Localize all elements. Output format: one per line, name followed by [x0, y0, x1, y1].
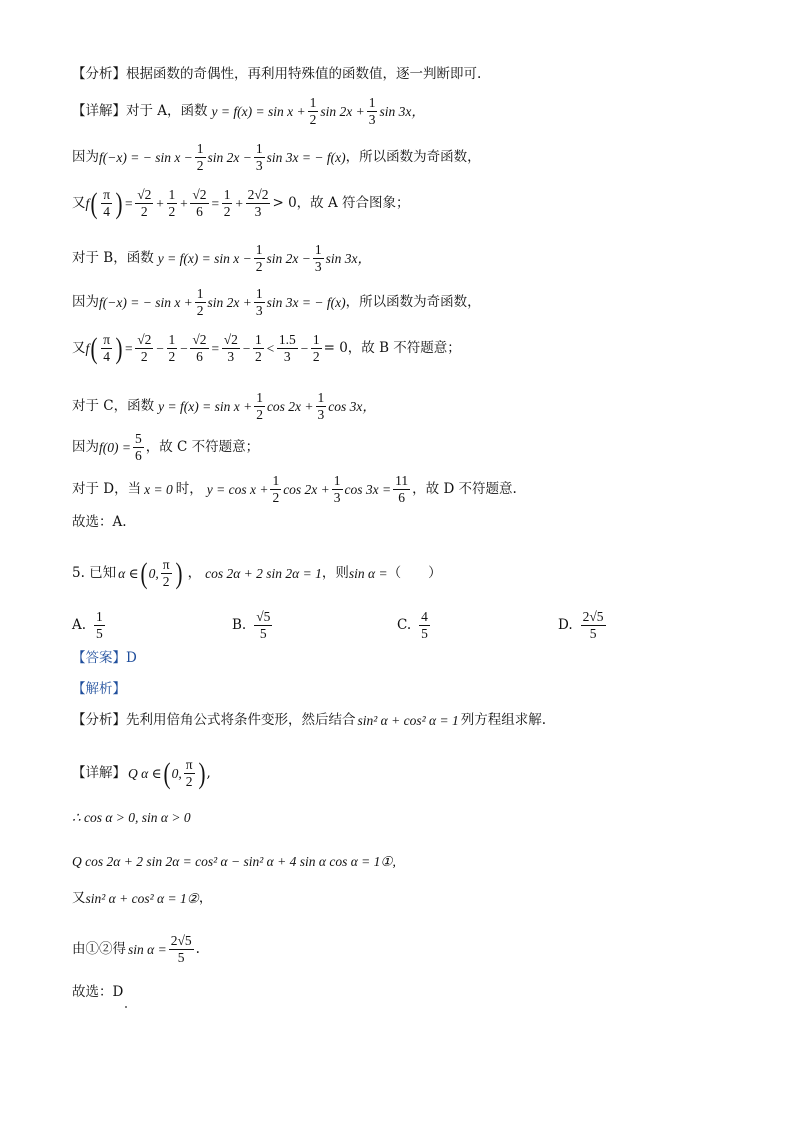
math-expr: 0, — [171, 765, 182, 781]
fraction: $\frac{1}{2}$ — [196, 141, 204, 174]
fraction: $\frac{1}{2}$ — [254, 332, 262, 365]
math-expr: sin 3x， — [379, 103, 425, 119]
label-text: 对于 B，函数 — [72, 249, 154, 266]
fraction: $\frac{2√2}{3}$ — [247, 187, 269, 220]
fraction: $\frac{1.5}{3}$ — [278, 332, 296, 365]
label-text: > 0，故 A 符合图象； — [272, 194, 410, 211]
detail-line-d — [72, 474, 517, 505]
fraction: $\frac{1}{2}$ — [255, 242, 263, 275]
fraction: $\frac{√2}{6}$ — [192, 332, 207, 365]
math-expr: y = f(x) = sin x − — [157, 250, 252, 266]
analysis-head-line — [72, 683, 126, 697]
option-d[interactable] — [558, 610, 608, 641]
analysis-line-1 — [72, 68, 481, 82]
fraction: $\frac{1}{2}$ — [223, 187, 231, 220]
math-expr: sin α = — [348, 565, 388, 581]
math-expr: sin 3x， — [325, 250, 372, 266]
math-expr: Q cos 2α + 2 sin 2α = cos² α − sin² α + 4 sin α cos α = 1①, — [72, 854, 396, 869]
math-f: f — [85, 195, 90, 211]
label-text: . — [195, 940, 200, 957]
analysis-line-2 — [72, 714, 546, 728]
equation-1 — [72, 855, 396, 869]
label-text: ，则 — [321, 564, 349, 581]
math-expr: x = 0 — [144, 481, 173, 497]
label-text: ， — [198, 890, 213, 906]
math-expr: cos 3x， — [328, 398, 376, 414]
option-c[interactable] — [397, 610, 432, 641]
label-text: 列方程组求解. — [460, 712, 547, 728]
option-label: B. — [232, 616, 247, 633]
label-text: 【详解】对于 A，函数 — [72, 102, 208, 119]
math-op: + — [155, 195, 165, 211]
label-text: , — [206, 764, 211, 781]
choice-line-a — [72, 516, 127, 530]
fraction: $\frac{\pi}{2}$ — [185, 757, 193, 790]
label-text: 对于 D，当 — [72, 480, 142, 497]
analysis-label: 【解析】 — [72, 681, 126, 697]
fraction: $\frac{1}{3}$ — [333, 473, 341, 506]
option-b[interactable] — [232, 610, 274, 641]
math-op: = — [124, 195, 134, 211]
fraction: $\frac{√2}{3}$ — [223, 332, 238, 365]
label-text: 因为 — [72, 293, 99, 310]
math-expr: Q α ∈ — [128, 765, 162, 781]
math-expr: cos 2x + — [283, 481, 330, 497]
fraction: $\frac{2√5}{5}$ — [582, 609, 604, 642]
math-op: − — [179, 340, 189, 356]
option-label: C. — [397, 616, 412, 633]
math-expr: y = cos x + — [206, 481, 269, 497]
math-op: − — [155, 340, 165, 356]
math-op: + — [234, 195, 244, 211]
odd-check-a — [72, 142, 481, 173]
math-expr: cos 3x = — [344, 481, 392, 497]
fraction: $\frac{11}{6}$ — [395, 473, 409, 506]
fraction: $\frac{1}{3}$ — [368, 95, 376, 128]
question-5: 5. 已知 α ∈ ( 0, $\frac{\pi}{2}$ ) ， cos 2α + 2 sin 2α = 1 ，则 sin α = （ ） — [72, 556, 442, 590]
value-check-a: 又 f ( $\frac{\pi}{4}$ ) = $\frac{√2}{2}$ + $\frac{1}{2}$ + $\frac{√2}{6}$ = $\frac{1}{2}$ + $\frac{2√2}{3}$ > 0，故 A 符合图象； — [72, 186, 410, 220]
label-text: 故选：A. — [72, 514, 127, 530]
analysis-text: 【分析】根据函数的奇偶性，再利用特殊值的函数值，逐一判断即可. — [72, 66, 482, 82]
detail-line-a — [72, 96, 425, 127]
label-text: ，故 C 不符题意； — [145, 438, 260, 455]
option-label: D. — [558, 616, 573, 633]
math-op: − — [299, 340, 309, 356]
detail-line-b — [72, 243, 371, 274]
math-expr: f(−x) = − sin x − — [99, 149, 193, 165]
math-expr: y = f(x) = sin x + — [158, 398, 253, 414]
math-op: = — [210, 195, 220, 211]
fraction: $\frac{4}{5}$ — [421, 609, 428, 642]
math-expr: f(0) = — [99, 439, 131, 455]
math-expr: cos 2x + — [266, 398, 314, 414]
detail-line-c — [72, 391, 376, 422]
fraction: $\frac{1}{2}$ — [312, 332, 320, 365]
fraction: $\frac{5}{6}$ — [134, 431, 142, 464]
label-text: 时， — [175, 480, 203, 497]
fraction: $\frac{1}{2}$ — [309, 95, 317, 128]
math-op: < — [265, 340, 275, 356]
answer-line — [72, 652, 137, 666]
final-choice — [72, 986, 123, 1000]
math-op: + — [179, 195, 189, 211]
label-text: 因为 — [72, 148, 99, 165]
fraction: $\frac{√2}{2}$ — [137, 332, 152, 365]
math-expr: ∴ cos α > 0, sin α > 0 — [72, 810, 191, 825]
label-text: 【详解】 — [72, 764, 126, 781]
fraction: $\frac{1}{3}$ — [255, 141, 263, 174]
label-text: 又 — [72, 194, 86, 211]
label-text: ，所以函数为奇函数， — [345, 148, 481, 165]
math-expr: sin α = — [128, 941, 167, 957]
fraction: $\frac{\pi}{4}$ — [103, 332, 111, 365]
fraction: $\frac{1}{3}$ — [317, 390, 325, 423]
stray-dot — [125, 1006, 127, 1008]
label-text: 对于 C，函数 — [72, 397, 155, 414]
math-op: = — [210, 340, 220, 356]
math-f: f — [85, 340, 90, 356]
math-expr: sin² α + cos² α = 1② — [85, 891, 199, 906]
option-a[interactable] — [72, 610, 107, 641]
fraction: $\frac{1}{2}$ — [168, 332, 176, 365]
fraction: $\frac{√2}{6}$ — [192, 187, 207, 220]
math-expr: y = f(x) = sin x + — [211, 103, 306, 119]
math-expr: sin 2x + — [207, 294, 252, 310]
label-text: 又 — [72, 339, 86, 356]
math-expr: sin² α + cos² α = 1 — [357, 713, 459, 728]
math-op: − — [241, 340, 251, 356]
question-text: 5. 已知 — [72, 564, 117, 581]
therefore-line — [72, 811, 191, 825]
fraction: $\frac{2√5}{5}$ — [170, 933, 192, 966]
value-check-c — [72, 432, 259, 463]
fraction: $\frac{1}{2}$ — [272, 473, 280, 506]
odd-check-b — [72, 287, 481, 318]
math-expr: sin 2x − — [207, 149, 252, 165]
math-expr: cos 2α + 2 sin 2α = 1 — [205, 565, 322, 581]
math-expr: f(−x) = − sin x + — [99, 294, 193, 310]
option-label: A. — [72, 616, 87, 633]
label-text: （ ） — [387, 564, 442, 581]
label-text: ，所以函数为奇函数， — [345, 293, 481, 310]
label-text: = 0，故 B 不符题意； — [323, 339, 461, 356]
value-check-b: 又 f ( $\frac{\pi}{4}$ ) = $\frac{√2}{2}$ − $\frac{1}{2}$ − $\frac{√2}{6}$ = $\frac{√2}{3}$ − $\frac{1}{2}$ < $\frac{1.5}{3}$ − $\frac{1}{2}$ = 0，故 B 不符题意； — [72, 331, 461, 365]
fraction: $\frac{\pi}{4}$ — [103, 187, 111, 220]
label-text: 【分析】先利用倍角公式将条件变形，然后结合 — [72, 712, 356, 728]
detail-line-5: 【详解】 Q α ∈ ( 0, $\frac{\pi}{2}$ ) , — [72, 756, 211, 790]
math-op: = — [124, 340, 134, 356]
label-text: 由①②得 — [72, 940, 126, 957]
label-text: 故选：D — [72, 984, 124, 1000]
fraction: $\frac{1}{5}$ — [96, 609, 103, 642]
equation-3 — [72, 934, 200, 965]
math-expr: sin 2x − — [266, 250, 311, 266]
math-expr: α ∈ — [118, 565, 139, 581]
math-expr: sin 2x + — [320, 103, 365, 119]
fraction: $\frac{1}{3}$ — [314, 242, 322, 275]
fraction: $\frac{1}{2}$ — [196, 286, 204, 319]
fraction: $\frac{\pi}{2}$ — [162, 557, 170, 590]
answer-label: 【答案】D — [72, 650, 137, 666]
equation-2 — [72, 892, 212, 906]
math-expr: sin 3x = − f(x) — [266, 294, 346, 310]
label-text: ，故 D 不符题意. — [412, 480, 517, 497]
fraction: $\frac{√5}{5}$ — [256, 609, 271, 642]
label-text: 又 — [72, 890, 86, 906]
math-expr: sin 3x = − f(x) — [266, 149, 346, 165]
fraction: $\frac{1}{2}$ — [168, 187, 176, 220]
fraction: $\frac{1}{2}$ — [256, 390, 263, 423]
fraction: $\frac{1}{3}$ — [255, 286, 263, 319]
label-text: 因为 — [72, 438, 99, 455]
fraction: $\frac{√2}{2}$ — [137, 187, 152, 220]
math-expr: 0, — [148, 565, 159, 581]
